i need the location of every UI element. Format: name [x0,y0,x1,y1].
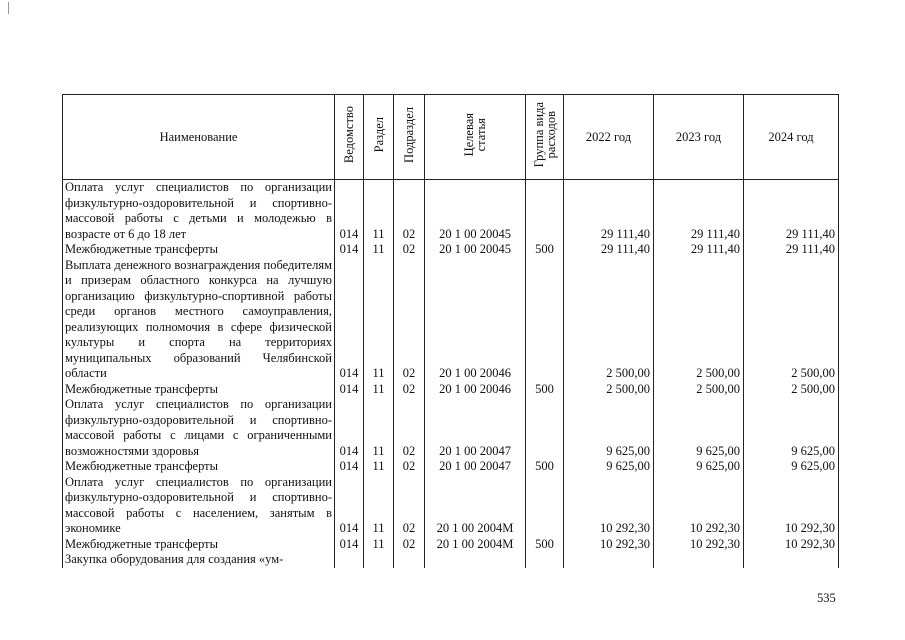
cell-razdel: 11 [364,475,394,537]
cell-vedomstvo: 014 [335,459,364,475]
cell-gruppa [526,258,564,382]
cell-tselevaya: 20 1 00 20045 [425,180,526,243]
cell-gruppa [526,552,564,568]
header-gruppa [526,95,564,180]
table-row [63,537,839,553]
cell-2023: 9 625,00 [654,397,744,459]
cell-razdel: 11 [364,382,394,398]
cell-razdel: 11 [364,537,394,553]
cell-2024: 9 625,00 [744,459,839,475]
cell-2022: 10 292,30 [564,475,654,537]
cell-vedomstvo [335,552,364,568]
table-row [63,459,839,475]
cell-tselevaya: 20 1 00 2004М [425,475,526,537]
header-razdel-label: Раздел [371,117,386,153]
header-2022: 2022 год [564,95,654,180]
page-number: 535 [817,591,836,605]
cell-vedomstvo: 014 [335,382,364,398]
cell-2024: 29 111,40 [744,180,839,243]
budget-table [62,94,839,568]
cell-razdel: 11 [364,242,394,258]
header-tselevaya-label: Целевая статья [462,113,488,157]
cell-vedomstvo: 014 [335,180,364,243]
table-row [63,242,839,258]
cell-name: Межбюджетные трансферты [63,537,335,553]
header-name: Наименование [63,95,335,180]
cell-name: Межбюджетные трансферты [63,459,335,475]
cell-2024 [744,552,839,568]
cell-2022: 2 500,00 [564,258,654,382]
cell-vedomstvo: 014 [335,475,364,537]
cell-tselevaya: 20 1 00 2004М [425,537,526,553]
cell-razdel [364,552,394,568]
cell-name: Межбюджетные трансферты [63,242,335,258]
header-podrazdel-label: Подраздел [402,107,416,163]
table-row [63,552,839,568]
header-tselevaya [425,95,526,180]
cell-2023 [654,552,744,568]
cell-tselevaya: 20 1 00 20047 [425,397,526,459]
cell-2023: 9 625,00 [654,459,744,475]
cell-vedomstvo: 014 [335,242,364,258]
cell-razdel: 11 [364,258,394,382]
cell-podrazdel: 02 [394,242,425,258]
cell-2022: 29 111,40 [564,180,654,243]
cell-vedomstvo: 014 [335,397,364,459]
header-vedomstvo [335,95,364,180]
header-razdel [364,95,394,180]
table-row [63,180,839,243]
cell-2022: 9 625,00 [564,397,654,459]
cell-podrazdel: 02 [394,258,425,382]
cell-2024: 29 111,40 [744,242,839,258]
cell-tselevaya [425,552,526,568]
scan-edge-mark [8,2,9,14]
cell-podrazdel: 02 [394,382,425,398]
cell-2022: 10 292,30 [564,537,654,553]
header-vedomstvo-label: Ведомство [342,106,356,164]
cell-tselevaya: 20 1 00 20046 [425,382,526,398]
table-row [63,397,839,459]
header-2024: 2024 год [744,95,839,180]
cell-podrazdel: 02 [394,459,425,475]
cell-tselevaya: 20 1 00 20045 [425,242,526,258]
cell-2024: 2 500,00 [744,382,839,398]
cell-gruppa [526,180,564,243]
cell-podrazdel: 02 [394,180,425,243]
cell-podrazdel [394,552,425,568]
cell-2022: 9 625,00 [564,459,654,475]
cell-name: Оплата услуг специалистов по организации физкультурно-оздоровительной и спортивно-массовой работы с лицами с ограниченными возможностями здоровья [63,397,335,459]
cell-gruppa [526,397,564,459]
cell-vedomstvo: 014 [335,258,364,382]
table-row [63,382,839,398]
cell-2024: 10 292,30 [744,537,839,553]
cell-tselevaya: 20 1 00 20047 [425,459,526,475]
cell-vedomstvo: 014 [335,537,364,553]
cell-tselevaya: 20 1 00 20046 [425,258,526,382]
cell-name: Выплата денежного вознаграждения победителям и призерам областного конкурса на лучшую организацию физкультурно-спортивной работы среди органов местного самоуправления, реализующих полномочия в сфере физической культуры и спорта на территориях муниципальных образований Челябинской области [63,258,335,382]
cell-podrazdel: 02 [394,397,425,459]
cell-2023: 29 111,40 [654,242,744,258]
cell-2023: 2 500,00 [654,382,744,398]
cell-razdel: 11 [364,459,394,475]
cell-2024: 10 292,30 [744,475,839,537]
cell-2023: 10 292,30 [654,537,744,553]
cell-2024: 2 500,00 [744,258,839,382]
cell-2022: 2 500,00 [564,382,654,398]
header-podrazdel [394,95,425,180]
cell-name: Закупка оборудования для создания «ум- [63,552,335,568]
table-row [63,258,839,382]
cell-2022: 29 111,40 [564,242,654,258]
cell-gruppa: 500 [526,537,564,553]
cell-2023: 2 500,00 [654,258,744,382]
cell-gruppa: 500 [526,242,564,258]
cell-razdel: 11 [364,397,394,459]
cell-podrazdel: 02 [394,475,425,537]
cell-gruppa: 500 [526,459,564,475]
header-gruppa-label: Группа вида расходов [531,102,558,168]
cell-2022 [564,552,654,568]
cell-name: Межбюджетные трансферты [63,382,335,398]
cell-name: Оплата услуг специалистов по организации физкультурно-оздоровительной и спортивно-массовой работы с населением, занятым в экономике [63,475,335,537]
cell-2023: 10 292,30 [654,475,744,537]
header-2023: 2023 год [654,95,744,180]
cell-2023: 29 111,40 [654,180,744,243]
cell-name: Оплата услуг специалистов по организации физкультурно-оздоровительной и спортивно-массовой работы с детьми и молодежью в возрасте от 6 до 18 лет [63,180,335,243]
cell-razdel: 11 [364,180,394,243]
cell-2024: 9 625,00 [744,397,839,459]
cell-gruppa: 500 [526,382,564,398]
cell-podrazdel: 02 [394,537,425,553]
table-header-row [63,95,839,180]
table-row [63,475,839,537]
cell-gruppa [526,475,564,537]
